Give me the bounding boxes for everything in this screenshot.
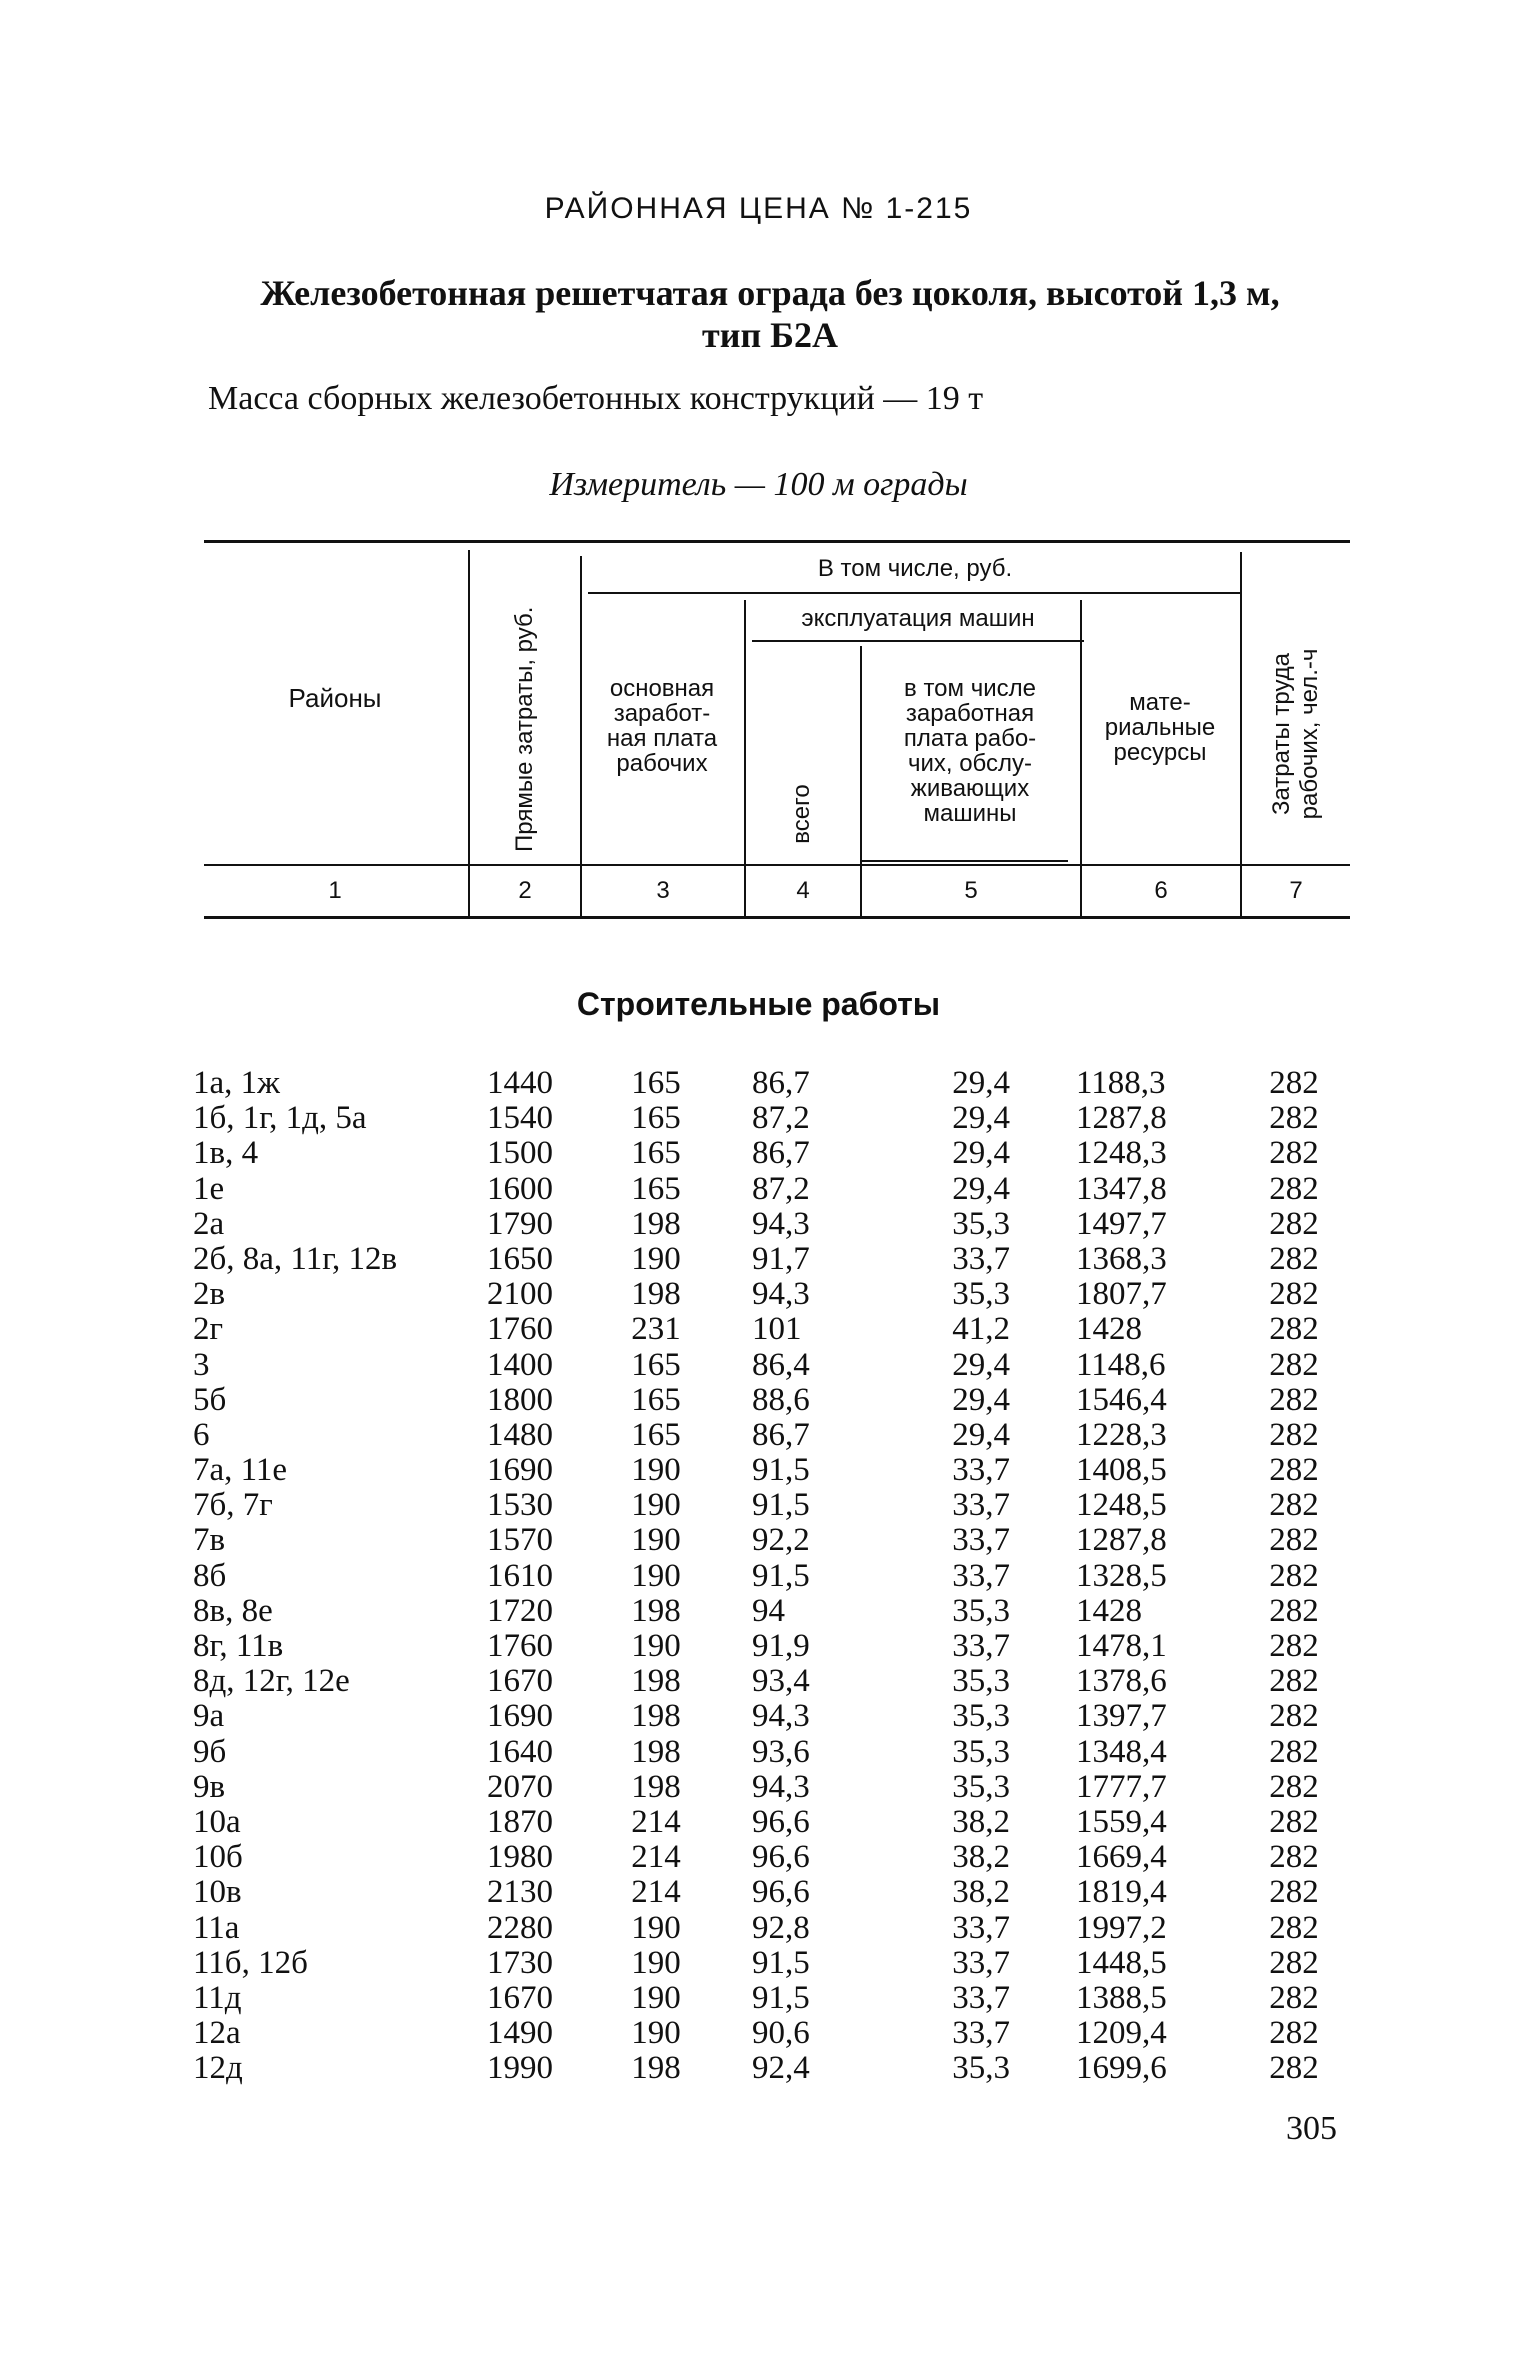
header-labor-costs <box>1268 604 1324 864</box>
direct-costs-cell: 1870 <box>487 1803 553 1840</box>
direct-costs-cell: 1650 <box>487 1240 553 1277</box>
machine-total-cell: 94,3 <box>752 1698 810 1735</box>
region-cell: 7б, 7г <box>193 1487 273 1524</box>
materials-cell: 1819,4 <box>1076 1874 1167 1911</box>
region-cell: 10а <box>193 1803 241 1840</box>
materials-cell: 1378,6 <box>1076 1663 1167 1700</box>
region-cell: 8д, 12г, 12е <box>193 1663 350 1700</box>
direct-costs-cell: 1540 <box>487 1100 553 1137</box>
machine-wage-rule <box>862 860 1068 862</box>
page-number: 305 <box>1286 2110 1337 2147</box>
machine-total-cell: 86,7 <box>752 1416 810 1453</box>
basic-wage-cell: 190 <box>631 1522 681 1559</box>
machine-wage-line-4: чих, обслу- <box>907 750 1033 777</box>
basic-wage-cell: 198 <box>631 1592 681 1629</box>
machine-wage-cell: 29,4 <box>952 1381 1010 1418</box>
table-row <box>0 1277 1517 1312</box>
machine-total-cell: 90,6 <box>752 2015 810 2052</box>
basic-wage-cell: 198 <box>631 1276 681 1313</box>
col-number-4: 4 <box>796 877 810 904</box>
machine-wage-cell: 33,7 <box>952 1240 1010 1277</box>
basic-wage-cell: 198 <box>631 1733 681 1770</box>
basic-wage-cell: 214 <box>631 1874 681 1911</box>
materials-cell: 1777,7 <box>1076 1768 1167 1805</box>
direct-costs-cell: 1530 <box>487 1487 553 1524</box>
machine-wage-cell: 35,3 <box>952 1592 1010 1629</box>
basic-wage-cell: 198 <box>631 2050 681 2087</box>
machine-wage-cell: 38,2 <box>952 1803 1010 1840</box>
machine-wage-line-3: плата рабо- <box>903 725 1037 752</box>
region-cell: 10в <box>193 1874 242 1911</box>
region-cell: 9в <box>193 1768 226 1805</box>
direct-costs-cell: 2280 <box>487 1909 553 1946</box>
basic-wage-cell: 190 <box>631 1979 681 2016</box>
col-number-5: 5 <box>964 877 978 904</box>
machine-total-cell: 94,3 <box>752 1276 810 1313</box>
labor-costs-cell: 282 <box>1269 1839 1319 1876</box>
table-row <box>0 1559 1517 1594</box>
direct-costs-cell: 1400 <box>487 1346 553 1383</box>
machine-wage-cell: 29,4 <box>952 1416 1010 1453</box>
region-cell: 1в, 4 <box>193 1135 259 1172</box>
table-row <box>0 1312 1517 1347</box>
col-number-1: 1 <box>328 877 342 904</box>
labor-costs-cell: 282 <box>1269 1698 1319 1735</box>
region-cell: 3 <box>193 1346 210 1383</box>
machine-total-cell: 96,6 <box>752 1839 810 1876</box>
table-row <box>0 1172 1517 1207</box>
labor-costs-cell: 282 <box>1269 1522 1319 1559</box>
materials-cell: 1248,3 <box>1076 1135 1167 1172</box>
machine-wage-cell: 35,3 <box>952 1733 1010 1770</box>
basic-wage-cell: 190 <box>631 1909 681 1946</box>
region-cell: 8б <box>193 1557 227 1594</box>
region-cell: 7в <box>193 1522 226 1559</box>
machine-rule <box>752 640 1084 642</box>
materials-cell: 1148,6 <box>1076 1346 1166 1383</box>
direct-costs-cell: 1490 <box>487 2015 553 2052</box>
machine-total-cell: 92,8 <box>752 1909 810 1946</box>
labor-costs-cell: 282 <box>1269 1311 1319 1348</box>
basic-wage-cell: 190 <box>631 1557 681 1594</box>
materials-cell: 1559,4 <box>1076 1803 1167 1840</box>
direct-costs-cell: 1440 <box>487 1065 553 1101</box>
machine-total-cell: 91,5 <box>752 1944 810 1981</box>
materials-line-3: ресурсы <box>1113 739 1207 766</box>
direct-costs-cell: 1670 <box>487 1979 553 2016</box>
machine-wage-cell: 33,7 <box>952 1909 1010 1946</box>
labor-costs-cell: 282 <box>1269 1874 1319 1911</box>
machine-wage-line-5: живающих <box>910 775 1030 802</box>
machine-total-cell: 86,7 <box>752 1135 810 1172</box>
machine-wage-cell: 35,3 <box>952 1768 1010 1805</box>
region-cell: 12д <box>193 2050 243 2087</box>
materials-cell: 1209,4 <box>1076 2015 1167 2052</box>
labor-costs-cell: 282 <box>1269 1663 1319 1700</box>
basic-wage-cell: 190 <box>631 1452 681 1489</box>
direct-costs-cell: 1600 <box>487 1170 553 1207</box>
table-row <box>0 2016 1517 2051</box>
basic-wage-cell: 165 <box>631 1381 681 1418</box>
direct-costs-cell: 1980 <box>487 1839 553 1876</box>
basic-wage-cell: 165 <box>631 1100 681 1137</box>
mass-note: Масса сборных железобетонных конструкций — 19 т <box>208 380 984 417</box>
title-line-1: Железобетонная решетчатая ограда без цоколя, высотой 1,3 м, <box>260 273 1280 313</box>
labor-costs-cell: 282 <box>1269 1944 1319 1981</box>
basic-wage-line-4: рабочих <box>616 750 708 777</box>
materials-cell: 1546,4 <box>1076 1381 1167 1418</box>
machine-total-cell: 93,6 <box>752 1733 810 1770</box>
machine-wage-cell: 41,2 <box>952 1311 1010 1348</box>
machine-wage-cell: 38,2 <box>952 1839 1010 1876</box>
table-row <box>0 1770 1517 1805</box>
table-row <box>0 1488 1517 1523</box>
basic-wage-cell: 190 <box>631 1628 681 1664</box>
including-rule <box>588 592 1240 594</box>
table-row <box>0 1981 1517 2016</box>
data-rows <box>0 1066 1517 2086</box>
table-row <box>0 1207 1517 1242</box>
materials-cell: 1328,5 <box>1076 1557 1167 1594</box>
materials-cell: 1428 <box>1076 1592 1142 1629</box>
machine-wage-cell: 35,3 <box>952 2050 1010 2087</box>
basic-wage-cell: 231 <box>631 1311 681 1348</box>
top-rule <box>204 540 1350 543</box>
header-machine-operation: эксплуатация машин <box>801 605 1035 632</box>
region-cell: 9а <box>193 1698 225 1735</box>
labor-costs-line-2: рабочих, чел.-ч <box>1296 648 1323 820</box>
machine-wage-cell: 29,4 <box>952 1065 1010 1101</box>
region-cell: 11д <box>193 1979 242 2016</box>
col-number-3: 3 <box>656 877 670 904</box>
region-cell: 7а, 11е <box>193 1452 288 1489</box>
header-total: всего <box>788 784 815 844</box>
direct-costs-cell: 1990 <box>487 2050 553 2087</box>
region-cell: 11а <box>193 1909 240 1946</box>
direct-costs-cell: 1690 <box>487 1452 553 1489</box>
header-basic-wage <box>582 676 742 776</box>
materials-cell: 1287,8 <box>1076 1522 1167 1559</box>
table-row <box>0 2051 1517 2086</box>
basic-wage-cell: 165 <box>631 1135 681 1172</box>
machine-total-cell: 87,2 <box>752 1100 810 1137</box>
labor-costs-cell: 282 <box>1269 1135 1319 1172</box>
machine-wage-cell: 33,7 <box>952 1522 1010 1559</box>
basic-wage-cell: 198 <box>631 1768 681 1805</box>
region-cell: 2а <box>193 1205 225 1242</box>
direct-costs-cell: 1760 <box>487 1628 553 1664</box>
machine-total-cell: 96,6 <box>752 1874 810 1911</box>
basic-wage-cell: 165 <box>631 1416 681 1453</box>
col-number-2: 2 <box>518 877 532 904</box>
labor-costs-cell: 282 <box>1269 1452 1319 1489</box>
title-line-2: тип Б2А <box>702 315 838 355</box>
table-row <box>0 1911 1517 1946</box>
table-row <box>0 1840 1517 1875</box>
materials-cell: 1248,5 <box>1076 1487 1167 1524</box>
machine-wage-cell: 33,7 <box>952 2015 1010 2052</box>
table-row <box>0 1805 1517 1840</box>
measure-unit: Измеритель — 100 м ограды <box>549 466 968 503</box>
machine-wage-cell: 33,7 <box>952 1487 1010 1524</box>
materials-cell: 1448,5 <box>1076 1944 1167 1981</box>
basic-wage-cell: 190 <box>631 2015 681 2052</box>
machine-total-cell: 91,7 <box>752 1240 810 1277</box>
labor-costs-cell: 282 <box>1269 1276 1319 1313</box>
basic-wage-cell: 198 <box>631 1698 681 1735</box>
direct-costs-cell: 1640 <box>487 1733 553 1770</box>
labor-costs-cell: 282 <box>1269 1065 1319 1101</box>
direct-costs-cell: 2130 <box>487 1874 553 1911</box>
table-row <box>0 1629 1517 1664</box>
machine-total-cell: 94 <box>752 1592 785 1629</box>
labor-costs-cell: 282 <box>1269 1170 1319 1207</box>
basic-wage-cell: 165 <box>631 1346 681 1383</box>
table-row <box>0 1699 1517 1734</box>
machine-wage-cell: 33,7 <box>952 1557 1010 1594</box>
direct-costs-cell: 1720 <box>487 1592 553 1629</box>
machine-wage-cell: 35,3 <box>952 1205 1010 1242</box>
machine-total-cell: 91,5 <box>752 1452 810 1489</box>
basic-wage-cell: 190 <box>631 1944 681 1981</box>
materials-cell: 1388,5 <box>1076 1979 1167 2016</box>
section-title: Строительные работы <box>576 986 941 1022</box>
labor-costs-cell: 282 <box>1269 1346 1319 1383</box>
machine-wage-cell: 35,3 <box>952 1663 1010 1700</box>
region-cell: 2г <box>193 1311 224 1348</box>
labor-costs-cell: 282 <box>1269 2050 1319 2087</box>
machine-total-cell: 96,6 <box>752 1803 810 1840</box>
materials-cell: 1478,1 <box>1076 1628 1167 1664</box>
price-number-heading: РАЙОННАЯ ЦЕНА № 1-215 <box>544 192 973 225</box>
machine-total-cell: 94,3 <box>752 1768 810 1805</box>
table-row <box>0 1101 1517 1136</box>
materials-cell: 1699,6 <box>1076 2050 1167 2087</box>
table-row <box>0 1946 1517 1981</box>
direct-costs-cell: 1760 <box>487 1311 553 1348</box>
table-row <box>0 1383 1517 1418</box>
labor-costs-cell: 282 <box>1269 1803 1319 1840</box>
direct-costs-cell: 1610 <box>487 1557 553 1594</box>
machine-wage-cell: 29,4 <box>952 1100 1010 1137</box>
machine-total-cell: 91,5 <box>752 1979 810 2016</box>
basic-wage-cell: 190 <box>631 1240 681 1277</box>
bottom-rule <box>204 916 1350 919</box>
basic-wage-cell: 190 <box>631 1487 681 1524</box>
machine-total-cell: 101 <box>752 1311 802 1348</box>
header-regions: Районы <box>288 683 382 713</box>
materials-cell: 1287,8 <box>1076 1100 1167 1137</box>
materials-cell: 1188,3 <box>1076 1065 1166 1101</box>
basic-wage-cell: 198 <box>631 1663 681 1700</box>
machine-total-cell: 87,2 <box>752 1170 810 1207</box>
direct-costs-cell: 2100 <box>487 1276 553 1313</box>
materials-cell: 1408,5 <box>1076 1452 1167 1489</box>
machine-wage-cell: 33,7 <box>952 1979 1010 2016</box>
machine-wage-cell: 35,3 <box>952 1698 1010 1735</box>
materials-line-2: риальные <box>1104 714 1216 741</box>
region-cell: 2в <box>193 1276 226 1313</box>
materials-line-1: мате- <box>1129 689 1191 716</box>
header-bottom-rule <box>204 864 1350 866</box>
table-row <box>0 1066 1517 1101</box>
direct-costs-cell: 1790 <box>487 1205 553 1242</box>
region-cell: 5б <box>193 1381 227 1418</box>
labor-costs-cell: 282 <box>1269 1557 1319 1594</box>
region-cell: 1е <box>193 1170 225 1207</box>
materials-cell: 1997,2 <box>1076 1909 1167 1946</box>
labor-costs-cell: 282 <box>1269 1592 1319 1629</box>
header-materials <box>1082 690 1238 765</box>
labor-costs-cell: 282 <box>1269 1909 1319 1946</box>
direct-costs-cell: 1480 <box>487 1416 553 1453</box>
region-cell: 8г, 11в <box>193 1628 284 1664</box>
table-row <box>0 1594 1517 1629</box>
machine-total-cell: 91,9 <box>752 1628 810 1664</box>
labor-costs-cell: 282 <box>1269 1416 1319 1453</box>
col-divider-1 <box>468 550 470 916</box>
labor-costs-cell: 282 <box>1269 1733 1319 1770</box>
region-cell: 1б, 1г, 1д, 5а <box>193 1100 367 1137</box>
labor-costs-line-1: Затраты труда <box>1268 653 1295 816</box>
materials-cell: 1428 <box>1076 1311 1142 1348</box>
machine-wage-cell: 33,7 <box>952 1452 1010 1489</box>
region-cell: 9б <box>193 1733 227 1770</box>
table-header <box>0 0 1517 950</box>
labor-costs-cell: 282 <box>1269 2015 1319 2052</box>
col-divider-6 <box>1240 552 1242 916</box>
header-direct-costs: Прямые затраты, руб. <box>511 606 538 852</box>
machine-wage-cell: 33,7 <box>952 1944 1010 1981</box>
basic-wage-line-3: ная плата <box>606 725 718 752</box>
header-including: В том числе, руб. <box>817 555 1013 582</box>
materials-cell: 1228,3 <box>1076 1416 1167 1453</box>
basic-wage-line-1: основная <box>609 675 715 702</box>
region-cell: 12а <box>193 2015 241 2052</box>
region-cell: 2б, 8а, 11г, 12в <box>193 1240 398 1277</box>
region-cell: 11б, 12б <box>193 1944 308 1981</box>
labor-costs-cell: 282 <box>1269 1979 1319 2016</box>
basic-wage-cell: 214 <box>631 1803 681 1840</box>
basic-wage-cell: 198 <box>631 1205 681 1242</box>
machine-wage-cell: 29,4 <box>952 1135 1010 1172</box>
materials-cell: 1397,7 <box>1076 1698 1167 1735</box>
materials-cell: 1497,7 <box>1076 1205 1167 1242</box>
machine-total-cell: 88,6 <box>752 1381 810 1418</box>
materials-cell: 1348,4 <box>1076 1733 1167 1770</box>
table-row <box>0 1418 1517 1453</box>
machine-wage-line-6: машины <box>923 800 1017 827</box>
direct-costs-cell: 1500 <box>487 1135 553 1172</box>
region-cell: 6 <box>193 1416 210 1453</box>
basic-wage-cell: 165 <box>631 1065 681 1101</box>
machine-wage-line-1: в том числе <box>904 675 1036 702</box>
direct-costs-cell: 1570 <box>487 1522 553 1559</box>
region-cell: 8в, 8е <box>193 1592 273 1629</box>
basic-wage-cell: 165 <box>631 1170 681 1207</box>
labor-costs-cell: 282 <box>1269 1100 1319 1137</box>
machine-total-cell: 86,4 <box>752 1346 810 1383</box>
basic-wage-cell: 214 <box>631 1839 681 1876</box>
machine-total-cell: 92,4 <box>752 2050 810 2087</box>
machine-total-cell: 91,5 <box>752 1487 810 1524</box>
labor-costs-cell: 282 <box>1269 1628 1319 1664</box>
header-machine-wage <box>862 676 1078 826</box>
machine-total-cell: 91,5 <box>752 1557 810 1594</box>
machine-total-cell: 94,3 <box>752 1205 810 1242</box>
table-row <box>0 1136 1517 1171</box>
materials-cell: 1807,7 <box>1076 1276 1167 1313</box>
materials-cell: 1669,4 <box>1076 1839 1167 1876</box>
table-row <box>0 1875 1517 1910</box>
direct-costs-cell: 1730 <box>487 1944 553 1981</box>
machine-wage-line-2: заработная <box>905 700 1035 727</box>
col-divider-3 <box>744 600 746 916</box>
region-cell: 1а, 1ж <box>193 1065 280 1101</box>
machine-total-cell: 86,7 <box>752 1065 810 1101</box>
labor-costs-cell: 282 <box>1269 1381 1319 1418</box>
machine-wage-cell: 35,3 <box>952 1276 1010 1313</box>
table-row <box>0 1664 1517 1699</box>
col-number-7: 7 <box>1289 877 1303 904</box>
labor-costs-cell: 282 <box>1269 1768 1319 1805</box>
table-row <box>0 1242 1517 1277</box>
materials-cell: 1347,8 <box>1076 1170 1167 1207</box>
machine-total-cell: 93,4 <box>752 1663 810 1700</box>
machine-wage-cell: 38,2 <box>952 1874 1010 1911</box>
machine-wage-cell: 33,7 <box>952 1628 1010 1664</box>
materials-cell: 1368,3 <box>1076 1240 1167 1277</box>
labor-costs-cell: 282 <box>1269 1487 1319 1524</box>
table-row <box>0 1523 1517 1558</box>
basic-wage-line-2: заработ- <box>613 700 711 727</box>
table-row <box>0 1735 1517 1770</box>
direct-costs-cell: 1670 <box>487 1663 553 1700</box>
direct-costs-cell: 1800 <box>487 1381 553 1418</box>
machine-total-cell: 92,2 <box>752 1522 810 1559</box>
table-row <box>0 1453 1517 1488</box>
region-cell: 10б <box>193 1839 243 1876</box>
direct-costs-cell: 2070 <box>487 1768 553 1805</box>
direct-costs-cell: 1690 <box>487 1698 553 1735</box>
machine-wage-cell: 29,4 <box>952 1346 1010 1383</box>
labor-costs-cell: 282 <box>1269 1205 1319 1242</box>
labor-costs-cell: 282 <box>1269 1240 1319 1277</box>
machine-wage-cell: 29,4 <box>952 1170 1010 1207</box>
col-number-6: 6 <box>1154 877 1168 904</box>
table-row <box>0 1348 1517 1383</box>
